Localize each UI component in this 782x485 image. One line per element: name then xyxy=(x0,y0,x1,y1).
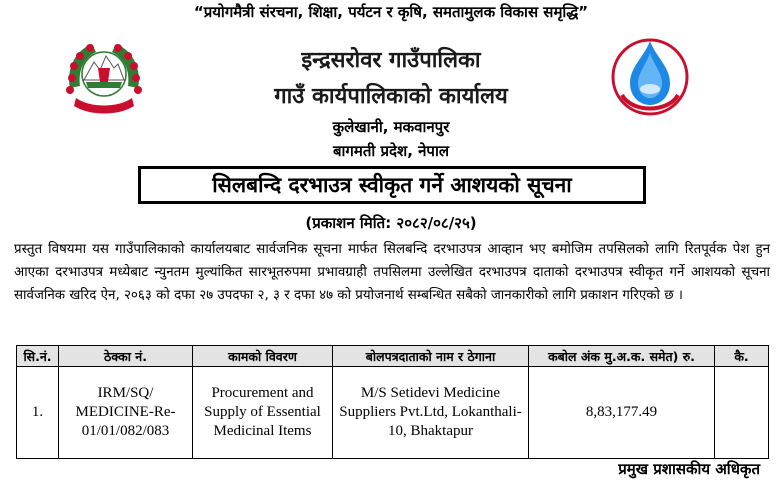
office-subtitle: गाउँ कार्यपालिकाको कार्यालय xyxy=(274,84,508,109)
cell-remarks xyxy=(715,367,769,459)
notice-body: प्रस्तुत विषयमा यस गाउँपालिकाको कार्यालयबाट सार्वजनिक सूचना मार्फत सिलबन्दि दरभाउपत्र आव्हान भए बमोजिम तपसिलको लागि रितपूर्वक पेश हुन आएका दरभाउपत्र मध्येबाट न्युनतम मुल्यांकित सारभूतरुपमा प्रभावग्राही तपसिलमा उल्लेखित दरभाउपत्र दाताको दरभाउपत्र स्वीकृत गर्ने आशयको सूचना सार्वजनिक खरिद ऐन, २०६३ को दफा २७ उपदफा २, ३ र दफा ४७ को प्रयोजनार्थ सम्बन्धित सबैको जानकारीको लागि प्रकाशन गरिएको छ । xyxy=(14,242,770,303)
cell-work-description: Procurement and Supply of Essential Medicinal Items xyxy=(193,367,333,459)
address-line-2: बागमती प्रदेश, नेपाल xyxy=(332,142,450,160)
cell-amount: 8,83,177.49 xyxy=(529,367,715,459)
notice-title: सिलबन्दि दरभाउत्र स्वीकृत गर्ने आशयको सूचना xyxy=(138,166,646,204)
table-header-row xyxy=(17,346,769,367)
address-line-1: कुलेखानी, मकवानपुर xyxy=(332,118,450,136)
cell-contract-no: IRM/SQ/ MEDICINE-Re-01/01/082/083 xyxy=(59,367,193,459)
office-name: इन्द्रसरोवर गाउँपालिका xyxy=(301,48,481,73)
col-header-amount: कबोल अंक मु.अ.क. समेत) रु. xyxy=(529,346,715,367)
col-header-sn: सि.नं. xyxy=(17,346,59,367)
table-row xyxy=(17,367,769,459)
publication-date: (प्रकाशन मिति: २०८२/०८/२५) xyxy=(305,214,477,232)
col-header-bidder: बोलपत्रदाताको नाम र ठेगाना xyxy=(333,346,529,367)
cell-bidder: M/S Setidevi Medicine Suppliers Pvt.Ltd, Lokanthali-10, Bhaktapur xyxy=(333,367,529,459)
signatory-title: प्रमुख प्रशासकीय अधिकृत xyxy=(618,460,760,478)
slogan: “प्रयोगमैत्री संरचना, शिक्षा, पर्यटन र कृषि, समतामुलक विकास समृद्धि” xyxy=(193,3,589,21)
col-header-remarks: कै. xyxy=(715,346,769,367)
tender-table xyxy=(16,345,769,459)
col-header-work-description: कामको विवरण xyxy=(193,346,333,367)
col-header-contract-no: ठेक्का नं. xyxy=(59,346,193,367)
cell-sn: 1. xyxy=(17,367,59,459)
